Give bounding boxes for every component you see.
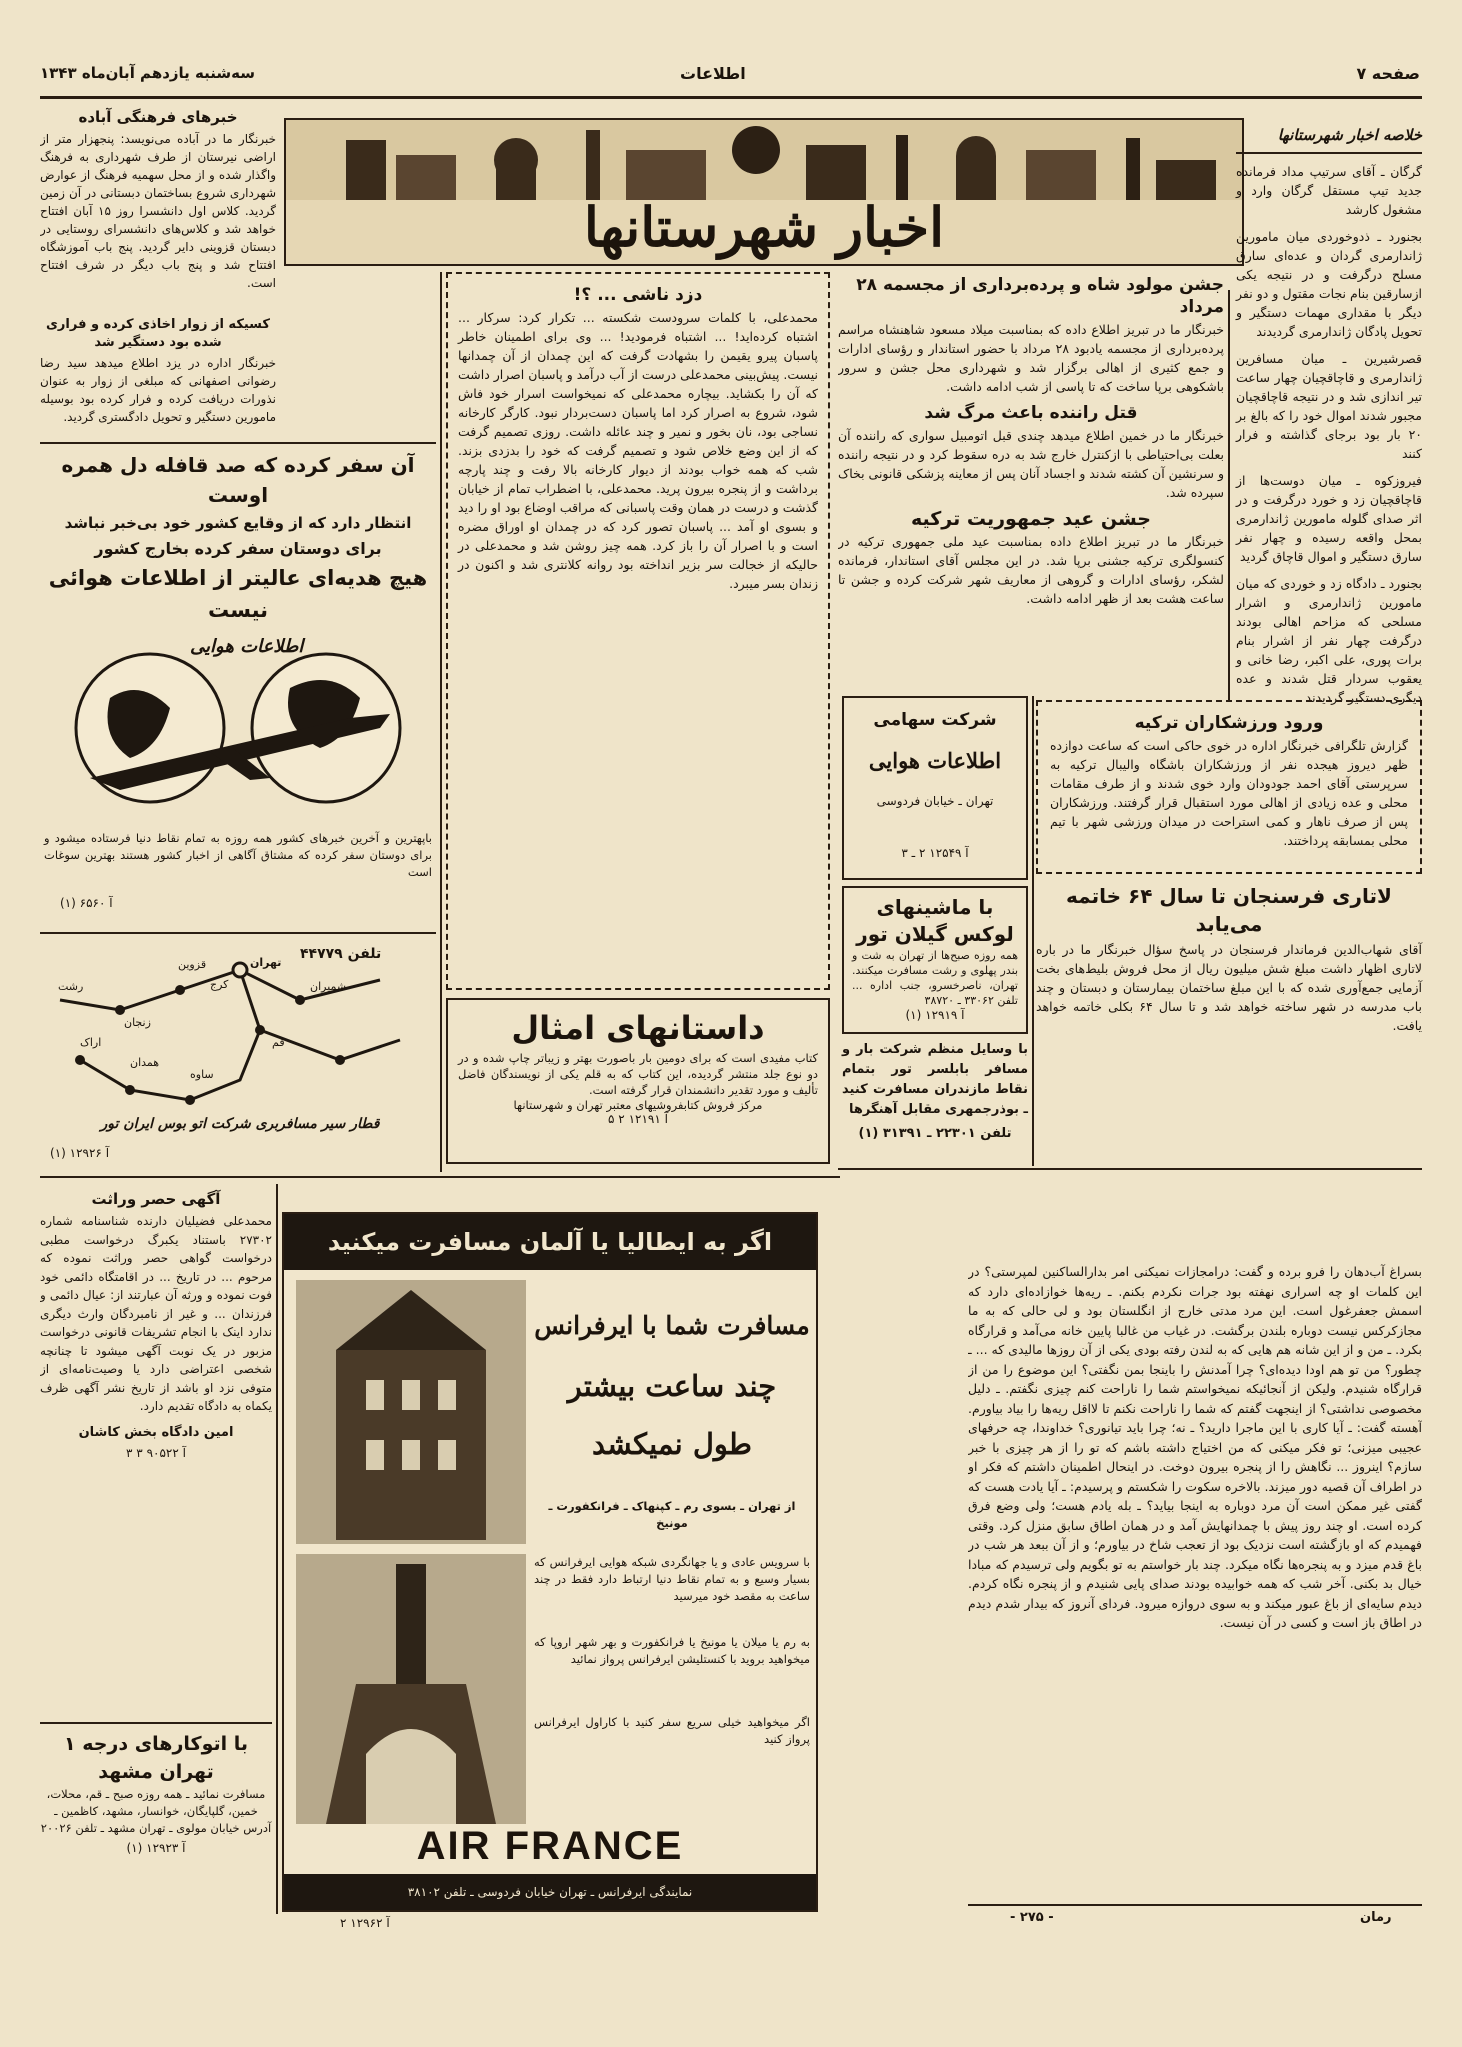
- summary-item-3: قصرشیرین ـ میان مسافرین ژاندارمری و قاچاقچیان چهار ساعت تیر اندازی شد و در نتیجه قاچاقچیان مجبور شدند اموال خود را که بالغ بر ۲۰ بار بود برجای گذاشته و فرار کنند: [1236, 351, 1422, 461]
- calligraphy-ad-line2: اطلاعات هوایی: [868, 748, 1002, 773]
- route-company: قطار سیر مسافربری شرکت اتو بوس ایران تور: [100, 1116, 380, 1132]
- thief-story-title: دزد ناشی ... ؟!: [573, 285, 703, 305]
- airmail-line1: آن سفر کرده که صد قافله دل همره اوست: [61, 453, 415, 507]
- banner: [284, 118, 1244, 266]
- lottery-story: [1036, 880, 1422, 1180]
- summary-item-5: بجنورد ـ دادگاه زد و خوردی که میان مامورین ژاندارمری و اشرار مسلحی که مزاحم اهالی بودند درگرفت چهار نفر از اشرار بنام برات پوری، علی اکبر، رضا خانی و یعقوب سردار قتل شدند و عده دیگری دستگیر گردیدند: [1236, 576, 1422, 705]
- banner-skyline-icon: [286, 120, 1242, 200]
- athletes-title: ورود ورزشکاران ترکیه: [1134, 713, 1324, 733]
- air-france-para-2: به رم یا میلان یا مونیخ یا فرانکفورت و بهر شهر اروپا که میخواهید بروید با کنستلیشن ایرفرانس پرواز نمائید: [534, 1635, 810, 1666]
- airmail-line2: انتظار دارد که از وقایع کشور خود بی‌خبر نباشد: [64, 514, 412, 532]
- heirs-title: آگهی حصر وراثت: [91, 1190, 221, 1208]
- thief-story-body: محمدعلی، با کلمات سرودست شکسته ... تکرار کرد: سرکار ... اشتباه کرده‌اید! ... اشتباه فرمودید! ... وی برای اطمینان خاطر پاسبان پیرو یقیمن را بشهادت گرفت که این چمدان از آن چمدانها نیست. پیش‌بینی محمدعلی درست از آب درآمد و پاسبان اصرار داشت که آن را بکشاید. بیچاره محمدعلی که نمیخواست اسرار خود فاش شود، شروع به اصرار کرد اما پاسبان دست‌بردار نبود. کارگر کارخانه نساجی بود، نان بخور و نمیر و چند عائله داشت. روزی تصمیم گرفت که از این وضع خلاص شود و تصمیم گرفت که خود را بدزدی بزند. شب که همه خواب بودند از دیوار کارخانه بالا رفت و چند پارچه برداشت و از پنجره بیرون پرید. محمدعلی، با اضطراب تمام از خیابان گذشت و درست در همان وقت پاسبانی که مراقب اوضاع بود او را دید و بسوی او آمد ... پاسبان تصور کرد که در چمدان او اوراق مضره است و با اصرار آن را باز کرد. همه چیز روشن شد و محمدعلی در حالیکه از خجالت سر بزیر انداخته بود روانه کلانتری شد و اکنون در زندان بسر میبرد.: [458, 310, 818, 591]
- summary-item-1: گرگان ـ آقای سرتیپ مداد فرمانده جدید تیپ مستقل گرگان وارد و مشغول کارشد: [1236, 164, 1422, 217]
- story-driver: خبرنگار ما در خمین اطلاع میدهد چندی قبل اتومبیل سواری که راننده آن بعلت بی‌احتیاطی با ازکنترل خارج شد به دره سقوط کرد و در نتیجه راننده و سرنشین آن کشته شدند و اجساد آنان پس از معاینه پزشکی قانونی بخاک سپرده شد.: [838, 428, 1224, 500]
- air-france-main-2: چند ساعت بیشتر: [567, 1369, 777, 1403]
- story-turkey: خبرنگار ما در تبریز اطلاع داده بمناسبت عید ملی جمهوری ترکیه در کنسولگری ترکیه جشنی برپا شد. در این مجلس آقای استاندار، فرمانده لشکر، رؤسای ادارات و گروهی از معاریف شهر شرکت کرده و جشن تا ساعت هشت بعد از ظهر ادامه داشت.: [838, 534, 1224, 606]
- route-city-qazvin: قزوین: [178, 958, 207, 971]
- route-city-qom: قم: [272, 1036, 285, 1049]
- pilgrim-news: [40, 314, 276, 436]
- gilan-tour-ad: [842, 886, 1028, 1034]
- calligraphy-ad-line3: تهران ـ خیابان فردوسی: [876, 794, 994, 808]
- heirs-code: آ ۹۰۵۲۲ ۳ ۳: [126, 1445, 186, 1460]
- mashhad-bus-route: تهران مشهد: [98, 1761, 214, 1783]
- pilgrim-news-title: کسیکه از زوار اخاذی کرده و فراری شده بود دستگیر شد: [46, 317, 270, 350]
- gilan-tour-body: همه روزه صبح‌ها از تهران به شت و بندر پهلوی و رشت مسافرت میکنند. تهران، ناصرخسرو، جنب اداره ... تلفن ۳۳۰۶۲ ـ ۳۸۷۲۰: [852, 949, 1018, 1007]
- air-france-ad: [282, 1212, 818, 1912]
- banner-title: اخبار شهرستانها: [583, 195, 945, 259]
- book-ad: [446, 998, 830, 1164]
- book-title: داستانهای امثال: [511, 1009, 765, 1047]
- culture-news: [40, 104, 276, 312]
- divider-left-1: [40, 442, 436, 444]
- calligraphy-ad-line1: شرکت سهامی: [873, 710, 997, 730]
- divider-center-left: [440, 272, 442, 1172]
- gilan-tour-title: با ماشینهای لوکس گیلان تور: [856, 895, 1014, 946]
- route-map-icon: [40, 940, 436, 1120]
- summary-column: [1236, 122, 1422, 705]
- mashhad-bus-ad: [40, 1730, 272, 1910]
- babolsar-tour-ad: [842, 1040, 1028, 1164]
- route-city-shemiran: شمیران: [310, 980, 347, 993]
- divider-heirs: [40, 1722, 272, 1724]
- route-map-ad: [40, 940, 436, 1170]
- summary-item-4: فیروزکوه ـ میان دوست‌ها از قاچاقچیان زد و خورد درگرفت و در اثر صدای گلوله مامورین ژاندارمری بمحل واقعه رسیده و چهار نفر سارق دستگیر و اموال قاچاق گردید: [1236, 473, 1422, 564]
- calligraphy-ad-code: آ ۱۲۵۴۹ ۲ ـ ۳: [901, 846, 969, 860]
- summary-item-2: بجنورد ـ ذدوخوردی میان مامورین ژاندارمری گردان و عده‌ای سارق مسلح درگرفت و در نتیجه یکی ازسارقین بنام نجات مقتول و دو نفر دیگر با مقداری مهمات دستگیر و تحویل پادگان ژاندارمری گردیدند: [1236, 229, 1422, 339]
- air-france-code: آ ۱۲۹۶۲ ۲: [340, 1916, 390, 1930]
- route-city-karaj: کرج: [210, 978, 229, 991]
- mashhad-bus-title: با اتوکارهای درجه ۱: [63, 1733, 249, 1755]
- divider-left-2: [40, 932, 436, 934]
- book-description: کتاب مفیدی است که برای دومین بار باصورت بهتر و زیباتر چاپ شده و در دو نوع جلد منتشر گردیده، این کتاب که به قلم یکی از نویسندگان فاضل تألیف و مورد تقدیر دانشمندان قرار گرفته است.: [458, 1051, 818, 1097]
- divider-mid-ads: [1032, 696, 1034, 1166]
- air-france-main-3: طول نمیکشد: [592, 1427, 752, 1461]
- book-code: آ ۱۲۱۹۱ ۲ ۵: [608, 1112, 668, 1126]
- divider-bottom-mid: [838, 1168, 1422, 1170]
- airmail-line4: هیچ هدیه‌ای عالیتر از اطلاعات هوائی نیست: [48, 566, 428, 622]
- masthead: [40, 58, 1420, 94]
- culture-news-body: خبرنگار ما در آباده می‌نویسد: پنجهزار متر از اراضی نیرستان از طرف شهرداری به فرهنگ واگذار شده و از محل سهمیه فرهنگ از عوارض شهرداری شروع بساختمان دبستانی در آن زمین گردید. کلاس اول دانشسرا روز ۱۵ آبان افتتاح خواهد شد و کلاس‌های دانشسرای روستایی در دبستان قزوینی دایر گردید. پنج باب آموزشگاه افتتاح شد و پنج باب دیگر در شرف افتتاح است.: [40, 132, 276, 290]
- mashhad-bus-body: مسافرت نمائید ـ همه روزه صبح ـ قم، محلات، خمین، گلپایگان، خوانسار، مشهد، کاظمین ـ آدرس خیابان مولوی ـ تهران مشهد ـ تلفن ۲۰۰۲۶: [40, 1787, 272, 1835]
- mashhad-bus-code: آ ۱۲۹۲۳ (۱): [126, 1841, 186, 1855]
- headline-driver: قتل راننده باعث مرگ شد: [924, 403, 1138, 423]
- route-city-zanjan: زنجان: [124, 1016, 151, 1029]
- tower-photo-icon: [296, 1554, 526, 1824]
- babolsar-tour-body: با وسایل منظم شرکت بار و مسافر بابلسر تور بتمام نقاط مازندران مسافرت کنید ـ بوذرجمهری مقابل آهنگرها: [842, 1042, 1028, 1117]
- air-france-brand: AIR FRANCE: [416, 1824, 684, 1868]
- calligraphy-ad: [842, 696, 1028, 880]
- masthead-rule: [40, 96, 1422, 99]
- air-france-top-banner: اگر به ایطالیا یا آلمان مسافرت میکنید: [284, 1214, 816, 1270]
- building-photo-icon: [296, 1280, 526, 1544]
- footer-label: رمان: [1360, 1910, 1392, 1925]
- gilan-tour-code: آ ۱۲۹۱۹ (۱): [905, 1008, 965, 1022]
- divider-bottom-center: [40, 1176, 840, 1178]
- footer-page-number: - ۲۷۵ -: [1010, 1910, 1054, 1925]
- athletes-box: [1036, 700, 1422, 874]
- route-city-arak: اراک: [80, 1036, 102, 1049]
- route-city-hamedan: همدان: [130, 1056, 160, 1069]
- newspaper-name: اطلاعات: [680, 64, 746, 83]
- route-city-rasht: رشت: [58, 980, 84, 993]
- air-france-footer: نمایندگی ایرفرانس ـ تهران خیابان فردوسی ـ تلفن ۳۸۱۰۲: [284, 1874, 816, 1910]
- heirs-body: محمدعلی فضیلیان دارنده شناسنامه شماره ۲۷۳۰۲ باستناد یکبرگ درخواست مطبی درخواست گواهی حصر وراثت نموده که مرحوم ... در تاریخ ... در اقامتگاه دائمی خود فوت نموده و ورثه آن عبارتند از: عیال دائمی و فرزندان ... و غیر از نامبردگان وارث دیگری ندارد اینک با انجام تشریفات قانونی درخواست مزبور در یک نوبت آگهی میشود تا چنانچه شخصی اعتراضی دارد یا وصیت‌نامه‌ای از متوفی نزد او باشد از تاریخ نشر آگهی ظرف یکماه به دادگاه تقدیم دارد.: [40, 1214, 272, 1413]
- route-phone: تلفن ۴۴۷۷۹: [300, 946, 382, 962]
- headline-shah-birthday: جشن مولود شاه و پرده‌برداری از مجسمه ۲۸ مرداد: [856, 275, 1224, 317]
- pilgrim-news-body: خبرنگار اداره در یزد اطلاع میدهد سید رضا رضوانی اصفهانی که مبلغی از زوار به عنوان نذورات دریافت کرده و فرار کرده بود بوسیله مامورین دستگیر و تحویل دادگستری گردید.: [40, 356, 276, 424]
- footer-rule: [968, 1904, 1422, 1906]
- airmail-line3: برای دوستان سفر کرده بخارج کشور: [94, 539, 382, 558]
- divider-left-bottom: [276, 1184, 278, 1914]
- airmail-logo: اطلاعات هوایی: [190, 636, 304, 657]
- lottery-title: لاتاری فرسنجان تا سال ۶۴ خاتمه می‌یابد: [1066, 884, 1392, 936]
- story-shah-birthday: خبرنگار ما در تبریز اطلاع داده که بمناسبت میلاد مسعود شاهنشاه مراسم پرده‌برداری از مجسمه یادبود ۲۸ مرداد با حضور استاندار و رؤسای ادارات و جمع کثیری از اهالی برگزار شد و شهرداری محل جشن و سرور باشکوهی برپا ساخت که تا پاسی از شب ادامه داشت.: [838, 322, 1224, 394]
- athletes-body: گزارش تلگرافی خبرنگار اداره در خوی حاکی است که ساعت دوازده ظهر دیروز هیجده نفر از ورزشکاران باشگاه والیبال ترکیه به سرپرستی آقای احمد جودودان وارد خوی شدند و از طرف مقامات محلی و عده زیادی از اهالی مورد استقبال قرار گرفتند. ورزشکاران پس از صرف ناهار و کمی استراحت در میدان ورزشی شهر با تیم محلی بمسابقه پرداختند.: [1050, 738, 1408, 848]
- culture-news-title: خبرهای فرهنگی آباده: [78, 108, 238, 126]
- serial-story-text: بسراغ آب‌دهان را فرو برده و گفت: درامجازات نمیکنی امر بدارالساکنین لمپرستی؟ در این کلمات او چه اسراری نهفته بود جرات نکردم بکنم. ـ ریه‌ها خوازاده‌ای دارد که اسمش جعفرغول است. این مرد مدتی خارج از انگلستان بود و لی حالی که به ما مجازکرکس نیست دوباره بلندن برگشت. در غیاب من غالبا پایین خانه می‌آمد و قرارگاه بکرد. ـ من و از این شانه هم هایی که به لندن رفته بودی یکی از آن روزها مالیدی که ... ـ چطور؟ من تو هم اودا دیده‌ای؟ چرا آمدنش را باینجا بمن نگفتی؟ این موضوع را من از قرارگاه شنیدم. ولیکن از آنجائیکه نمیخواستم شما را ناراحت کنم چیزی نگفتم. ـ دلیل مخصوصی نداشتی؟ از اینجهت گفتم که شما را ناراحت نکنم تا لااقل ریه‌ها را بیاد بیاورم. آهسته گفت: ـ آیا کاری با این ماجرا دارید؟ ـ نه؛ چرا باید تیانوری؟ خداوندا، چه حرفهای عجیبی میزنی؛ تو فکر میکنی که من اختیاج داشته باشم که تو را از هر چیزی با خبر سازم؟ اینروز ... نگاهش را از پنجره بیرون دوخت. در اینحال اطمینان داشتم که فکر او در اطراف آن قصیه دور میزند. بالاخره سکوت را شکستم و پرسیدم: ـ آیا یادت هست که گفتی غیر ممکن است آن مرد دوباره به اینجا بیاید؟ ـ بله یادم هست؛ ولی وضع فرق کرده است. او چند روز پیش با چمدانهایش آمد و در همان اطاق سابق منزل کرد. وقتی فهمیدم که او بازگشته است نزدیک بود از تعجب شاخ در بیاورم؛ و از آن ببعد هر شب در باغ قدم میزد و به پنجره‌ها نگاه میکرد. چند بار خواستم به تو بگویم ولی ترسیدم که مبادا خیال بد بکنی. آخر شب که همه خوابیده بودند صدای پایی شنیدم و از پنجره نگاه کردم. دیدم سایه‌ای از باغ عبور میکند و به سوی دروازه میرود. فردای آنروز که بیدار شدم دیدم در اطاق باز است و کسی در آن نیست.: [968, 1264, 1422, 1630]
- route-city-saveh: ساوه: [190, 1068, 214, 1081]
- airmail-small-text: باپهترین و آخرین خبرهای کشور همه روزه به تمام نقاط دنیا فرستاده میشود و برای دوستان سفر کرده که مشتاق آگاهی از اخبار کشور هستند بهترین سوغات است: [44, 831, 432, 879]
- air-france-para-1: با سرویس عادی و یا جهانگردی شبکه هوایی ایرفرانس که بسیار وسیع و به تمام نقاط دنیا ارتباط دارد فقط در چند ساعت به مقصد خود میرسید: [534, 1555, 810, 1603]
- air-france-route: از تهران ـ بسوی رم ـ کپنهاک ـ فرانکفورت ـ مونیخ: [548, 1499, 796, 1530]
- book-shops: مرکز فروش کتابفروشیهای معتبر تهران و شهرستانها: [513, 1098, 763, 1112]
- airmail-ad: [40, 450, 436, 926]
- route-code: آ ۱۲۹۲۶ (۱): [50, 1146, 110, 1160]
- serial-story: [968, 1262, 1422, 1898]
- route-city-tehran: تهران: [250, 956, 282, 969]
- air-france-para-3: اگر میخواهید خیلی سریع سفر کنید با کاراول ایرفرانس پرواز کنید: [534, 1715, 810, 1746]
- airmail-code: آ ۶۵۶۰ (۱): [60, 896, 113, 910]
- thief-story-box: [446, 272, 830, 990]
- summary-heading: خلاصه اخبار شهرستانها: [1236, 124, 1422, 154]
- headline-turkey: جشن عید جمهوریت ترکیه: [910, 508, 1152, 530]
- air-france-main-1: مسافرت شما با ایرفرانس: [534, 1311, 810, 1340]
- issue-date: سه‌شنبه یازدهم آبان‌ماه ۱۳۴۳: [40, 64, 255, 82]
- heirs-notice: [40, 1186, 272, 1716]
- babolsar-tour-phone: تلفن ۲۲۳۰۱ ـ ۳۱۳۹۱ (۱): [858, 1126, 1012, 1141]
- city-news-column: [838, 272, 1224, 692]
- page-number: صفحه ۷: [1356, 64, 1420, 83]
- divider-right: [1228, 290, 1230, 700]
- lottery-body: آقای شهاب‌الدین فرماندار فرسنجان در پاسخ سؤال خبرنگار ما در باره لاتاری اظهار داشت مبلغ شش میلیون ریال از محل فروش بلیط‌های بخت آزمایی جمع‌آوری شده که با این مبلغ ساختمان بیمارستان و دبستان و چند باب مدرسه در شهر ساخته خواهد شد و تا سال ۶۴ بکلی خاتمه خواهد یافت.: [1036, 942, 1422, 1033]
- heirs-court: امین دادگاه بخش کاشان: [78, 1424, 234, 1440]
